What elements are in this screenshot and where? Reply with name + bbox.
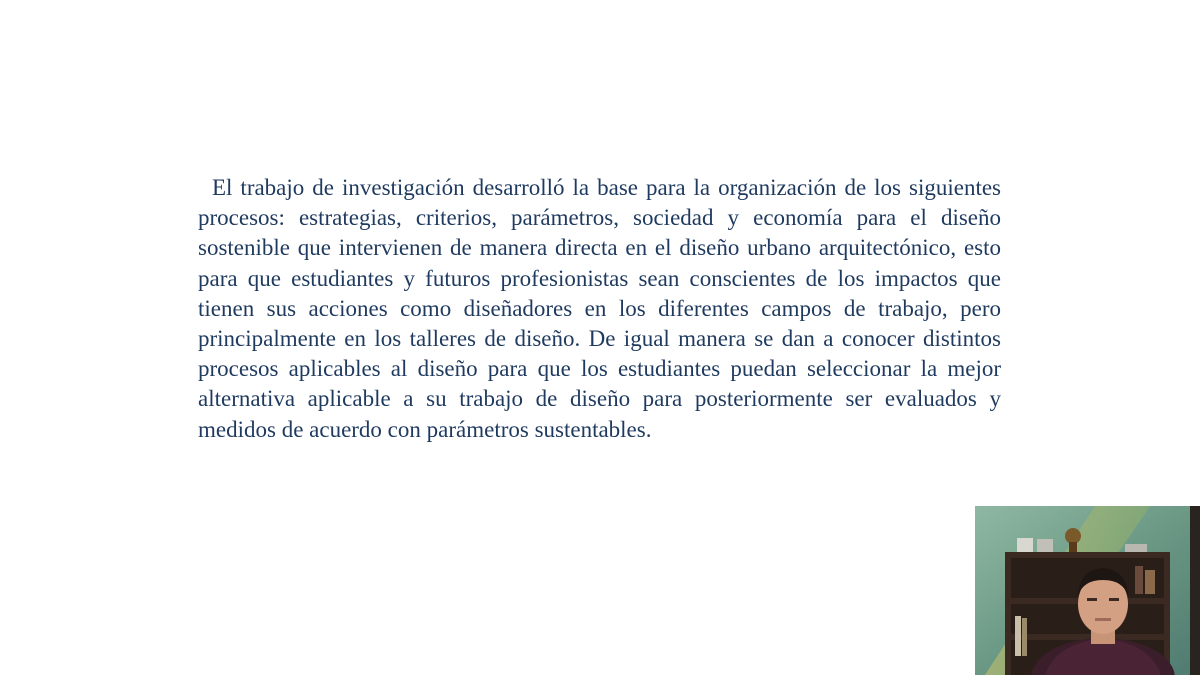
presenter-webcam-feed (975, 506, 1200, 675)
slide-paragraph: El trabajo de investigación desarrolló la base para la organización de los siguientes procesos: estrategias, criterios, parámetros, sociedad y economía para el diseño sostenible que intervienen de manera directa en el diseño urbano arquitectónico, esto para que estudiantes y futuros profesionistas sean conscientes de los impactos que tienen sus acciones como diseñadores en los diferentes campos de trabajo, pero principalmente en los talleres de diseño. De igual manera se dan a conocer distintos procesos aplicables al diseño para que los estudiantes puedan seleccionar la mejor alternativa aplicable a su trabajo de diseño para posteriormente ser evaluados y medidos de acuerdo con parámetros sustentables. (198, 175, 1001, 442)
webcam-video-image (975, 506, 1200, 675)
